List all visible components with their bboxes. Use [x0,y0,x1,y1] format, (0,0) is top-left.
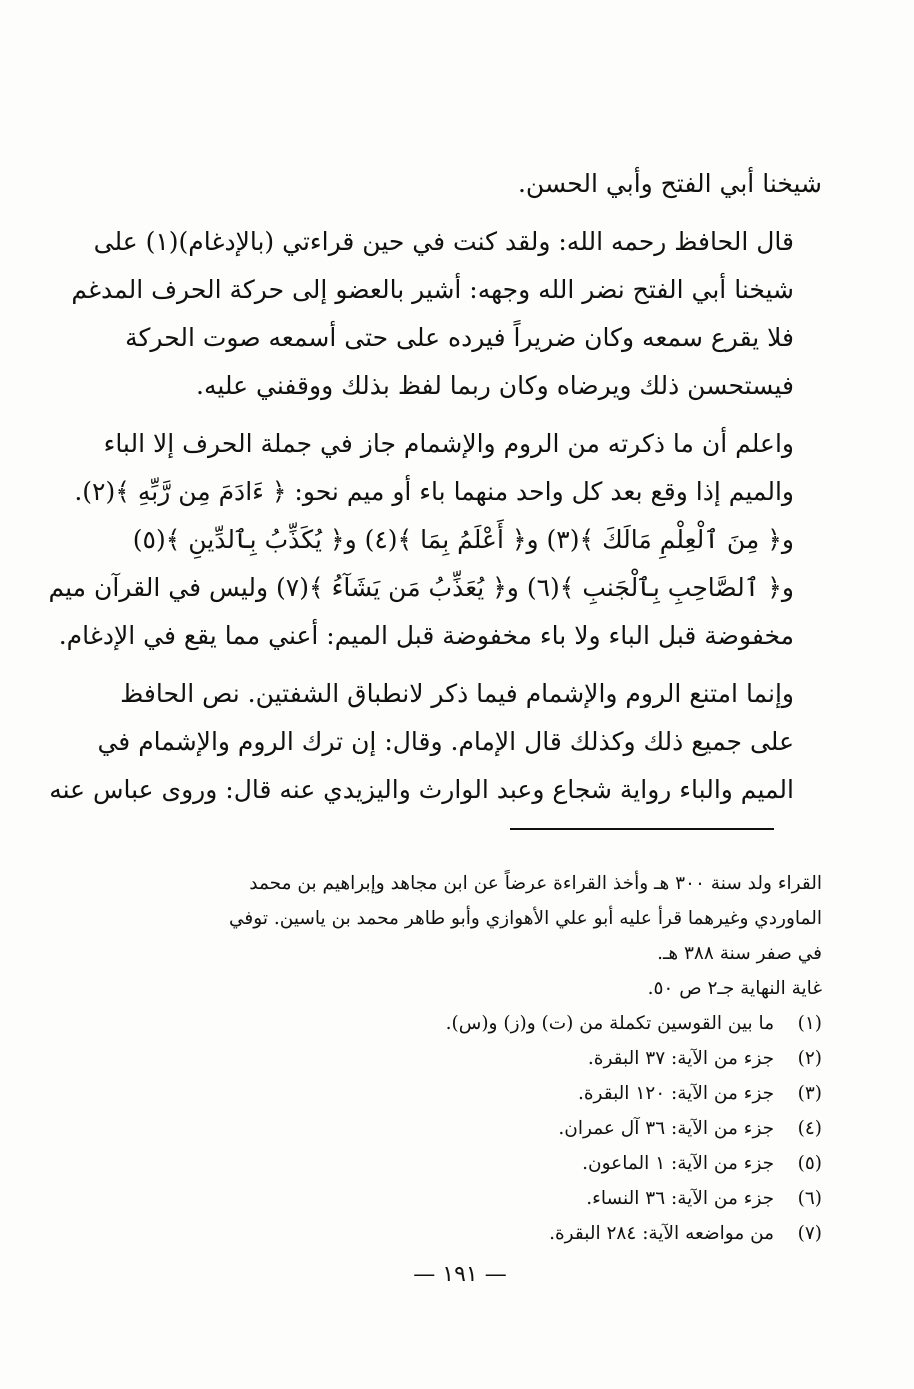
text-line: شيخنا أبي الفتح وأبي الحسن. [517,169,822,198]
footnote-number: (٥) [797,1153,822,1174]
footnote-item [118,1216,822,1251]
text-line: مخفوضة قبل الباء ولا باء مخفوضة قبل الميم: أعني مما يقع في الإدغام. [58,621,794,650]
footnote-item [118,1111,822,1146]
footnote-continuation-line: الماوردي وغيرهما قرأ عليه أبو علي الأهوازي وأبو طاهر محمد بن ياسين. توفي [229,908,822,929]
footnote-number: (٧) [797,1223,822,1244]
footnote-item [118,1146,822,1181]
footnote-item [118,1076,822,1111]
text-line: شيخنا أبي الفتح نضر الله وجهه: أشير بالعضو إلى حركة الحرف المدغم [71,275,794,304]
text-line: و﴿ ٱلصَّاحِبِ بِٱلْجَنبِ ﴾(٦) و﴿ يُعَذِّبُ مَن يَشَآءُ ﴾(٧) وليس في القرآن ميم [48,573,794,602]
footnote-text: جزء من الآية: ٣٦ آل عمران. [558,1118,775,1139]
footnote-number: (٤) [797,1118,822,1139]
page-number: — ١٩١ — [413,1262,507,1287]
text-line: على جميع ذلك وكذلك قال الإمام. وقال: إن ترك الروم والإشمام في [97,727,794,756]
text-line: وإنما امتنع الروم والإشمام فيما ذكر لانطباق الشفتين. نص الحافظ [120,679,794,708]
footnote-text: جزء من الآية: ٣٦ النساء. [586,1188,775,1209]
footnote-number: (٦) [797,1188,822,1209]
text-line: فيستحسن ذلك ويرضاه وكان ربما لفظ بذلك ووقفني عليه. [196,371,794,400]
footnote-continuation-line: غاية النهاية جـ٢ ص ٥٠. [647,978,822,999]
paragraph-3 [48,420,822,660]
footnote-divider [510,828,774,830]
footnote-text: جزء من الآية: ١ الماعون. [582,1153,775,1174]
footnote-number: (٢) [797,1048,822,1069]
footnote-continuation-line: في صفر سنة ٣٨٨ هـ. [657,943,822,964]
footnote-text: جزء من الآية: ١٢٠ البقرة. [577,1083,775,1104]
text-line: الميم والباء رواية شجاع وعبد الوارث واليزيدي عنه قال: وروى عباس عنه [49,775,794,804]
paragraph-2 [71,218,822,410]
text-line: و﴿ مِنَ ٱلْعِلْمِ مَالَكَ ﴾(٣) و﴿ أَعْلَمُ بِمَا ﴾(٤) و﴿ يُكَذِّبُ بِٱلدِّينِ ﴾(٥) [132,525,794,554]
text-line: واعلم أن ما ذكرته من الروم والإشمام جاز في جملة الحرف إلا الباء [103,429,794,458]
footnote-continuation-line: القراء ولد سنة ٣٠٠ هـ وأخذ القراءة عرضاً عن ابن مجاهد وإبراهيم بن محمد [249,873,822,894]
paragraph-1 [118,160,822,208]
footnote-text: جزء من الآية: ٣٧ البقرة. [587,1048,775,1069]
main-text [48,160,822,824]
text-line: فلا يقرع سمعه وكان ضريراً فيرده على حتى أسمعه صوت الحركة [125,323,794,352]
text-line: والميم إذا وقع بعد كل واحد منهما باء أو ميم نحو: ﴿ ءَادَمَ مِن رَّبِّهِ ﴾(٢). [74,477,794,506]
footnote-text: ما بين القوسين تكملة من (ت) و(ز) و(س). [445,1013,775,1034]
footnotes-section [118,866,822,1251]
footnote-item [118,1041,822,1076]
footnote-number: (١) [797,1013,822,1034]
text-line: قال الحافظ رحمه الله: ولقد كنت في حين قراءتي (بالإدغام)(١) على [93,227,794,256]
footnote-number: (٣) [797,1083,822,1104]
footnote-item [118,1006,822,1041]
paragraph-4 [49,670,822,814]
footnote-item [118,1181,822,1216]
footnote-text: من مواضعه الآية: ٢٨٤ البقرة. [549,1223,775,1244]
